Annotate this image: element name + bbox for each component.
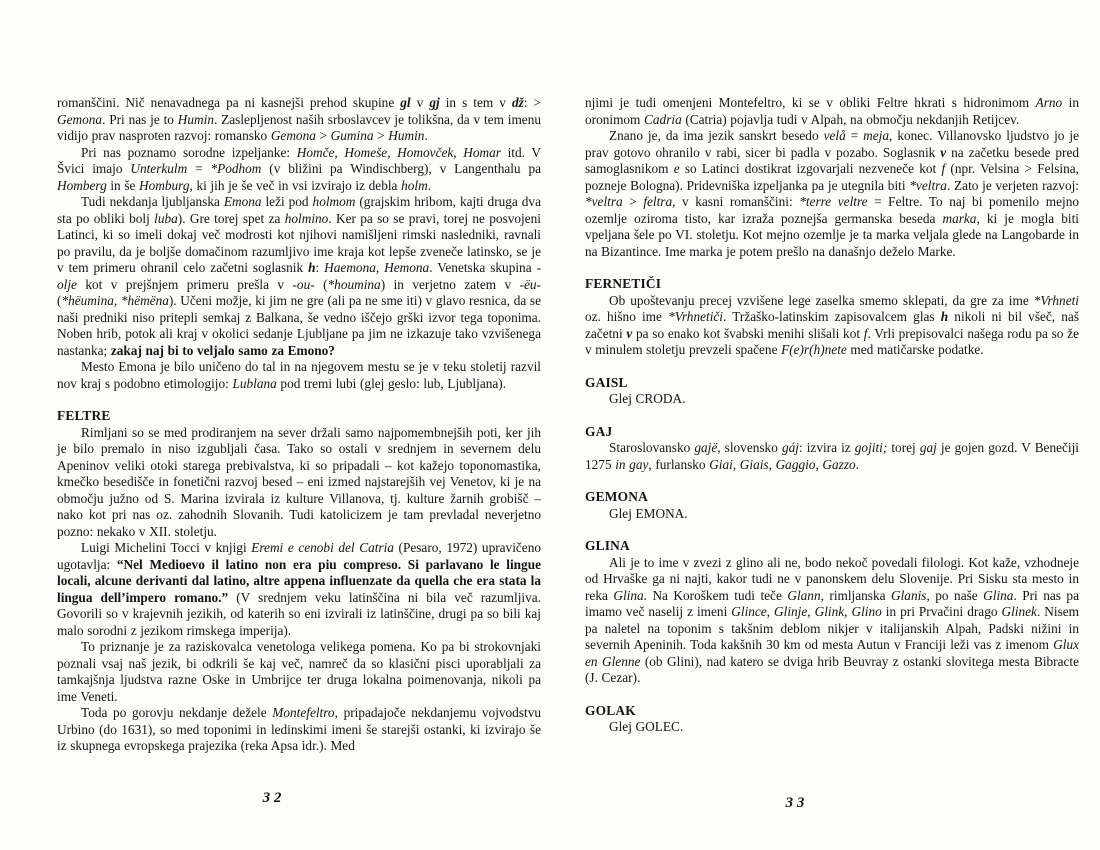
paragraph: Glej GOLEC. [609,719,684,734]
entry-heading: FERNETIČI [585,276,662,291]
paragraph: Staroslovansko gajë, slovensko gáj: izvira iz gojiti; torej gaj je gojen gozd. V Benečiji 1275 in gay, furlansko Giai, Giais, Gaggio, Gazzo. [585,440,1079,472]
paragraph: To priznanje je za raziskovalca venetologa velikega pomena. Ko pa bi strokovnjaki poznali vsaj naš jezik, bi odkrili še kaj več, namreč da so klasični pisci uporabljali za tamkajšnja ljudstva razne Oske in Umbrijce ter druga lokalna poimenovanja, nikoli pa ime Veneti. [57,639,541,704]
left-page-number: 3 2 [262,790,282,806]
right-page-number: 3 3 [785,795,805,811]
paragraph: Toda po gorovju nekdanje dežele Montefeltro, pripadajoče nekdanjemu vojvodstvu Urbino (do 1631), so med toponimi in ledinskimi imeni še starejši ostanki, ki izvirajo še iz skupnega evropskega prajezika (reka Apsa idr.). Med [57,705,541,753]
entry-heading: GEMONA [585,489,648,504]
entry-heading: GAISL [585,374,628,390]
entry-heading: GOLAK [585,702,636,718]
paragraph: Ali je to ime v zvezi z glino ali ne, bodo nekoč povedali filologi. Kot kaže, vzhodneje od Hrvaške ga ni najti, kakor tudi ne v panonskem delu Slovenije. Pri Sisku sta mesto in reka Glina. Na Koroškem tudi teče Glann, rimljanska Glanis, po naše Glina. Pri nas pa imamo več naselij z imeni Glince, Glinje, Glink, Glino in pri Prvačini drago Glinek. Nisem pa naletel na toponim s takšnim deblom nikjer v italijanskih Alpah, Padski nižini in severnih Apeninih. Toda kakšnih 30 km od mesta Autun v Franciji leži vas z imenom Glux en Glenne (ob Glini), nad katero se dviga hrib Beuvray z ostanki slovitega mesta Bibracte (J. Cezar). [585,554,1079,685]
paragraph: Rimljani so se med prodiranjem na sever držali samo najpomembnejših poti, ker jih je bilo premalo in niso izgubljali časa. Tako so ostali v srednjem in severnem delu Apeninov veliki otoki starega prebivalstva, ki so pripadali – kot kažejo toponomastika, kmečko besedišče in fonetični razvoj besed – eni izmed najstarejših vej Venetov, ki je na območju južno od S. Marina izvirala iz kulture Villanova, tj. kulture žarnih grobišč – nako kot pri nas oz. zahodnih Slovanih. Tudi katolicizem je tam prevladal neverjetno pozno: nekako v XII. stoletju. [57,424,541,539]
entry-heading: GAJ [585,423,613,439]
left-page-content [57,95,541,755]
right-page-content [585,95,1079,736]
paragraph: njimi je tudi omenjeni Montefeltro, ki se v obliki Feltre hkrati s hidronimom Arno in oronimom Cadria (Catria) pojavlja tudi v Alpah, na območju nekdanjih Retijcev. [585,95,1079,127]
paragraph: Glej CRODA. [609,391,686,406]
left-page [57,95,541,755]
entry-heading: GLINA [585,538,630,553]
paragraph: Luigi Michelini Tocci v knjigi Eremi e cenobi del Catria (Pesaro, 1972) upravičeno ugotavlja: “Nel Medioevo il latino non era piu compreso. Si parlavano le lingue locali, alcune derivanti dal latino, altre appena influenzate da quella che era stata la lingua dell’impero romano.” (V srednjem veku latinščina ni bila več razumljiva. Govorili so v krajevnih jezikih, od katerih so eni izvirali iz latinščine, drugi pa so bili kaj malo sorodni z jezikom rimskega imperija). [57,540,542,638]
paragraph: romanščini. Nič nenavadnega pa ni kasnejši prehod skupine gl v gj in s tem v dž: > Gemona. Pri nas je to Humin. Zaslepljenost naših srboslavcev je tolikšna, da v tem imenu vidijo prav nasproten razvoj: romansko Gemona > Gumina > Humin. [57,95,542,143]
paragraph: Mesto Emona je bilo uničeno do tal in na njegovem mestu se je v teku stoletij razvil nov kraj s podobno etimologijo: Lublana pod tremi lubi (glej geslo: lub, Ljubljana). [57,359,541,391]
paragraph: Glej EMONA. [609,505,688,521]
paragraph: Tudi nekdanja ljubljanska Emona leži pod holmom (grajskim hribom, kajti druga dva sta po obliki bolj luba). Gre torej spet za holmino. Ker pa so se pravi, torej ne posvojeni Latinci, ki so imeli dokaj več modrosti kot njihovi namišljeni rimski nasledniki, ravnali po pravilu, da je boljše domačinom razumljivo ime kraja kot lepše zveneče latinsko, se je v tem primeru ohranil celo začetni soglasnik h: Haemona, Hemona. Venetska skupina -olje kot v prejšnjem primeru prešla v -ou- (*houmina) in verjetno zatem v -ëu- (*hëumina, *hëmëna). Učeni možje, ki jim ne gre (ali pa ne sme iti) v glavo resnica, da se naši predniki niso pritepli semkaj z Balkana, še vedno iščejo grški izvor tega toponima. Noben hrib, potok ali kraj v okolici sedanje Ljubljane pa jim ne izkazuje tako vzvišenega nastanka; zakaj naj bi to veljalo samo za Emono? [57,194,541,358]
paragraph: Ob upoštevanju precej vzvišene lege zaselka smemo sklepati, da gre za ime *Vrhneti oz. hišno ime *Vrhnetiči. Tržaško-latinskim zapisovalcem glas h nikoli ni bil všeč, naš začetni v pa so enako kot švabski menihi slišali kot f. Vrli prepisovalci našega rodu pa so že v minulem stoletju prevzeli spačene F(e)r(h)nete med matičarske podatke. [585,292,1079,357]
paragraph: Znano je, da ima jezik sanskrt besedo velå = meja, konec. Villanovsko ljudstvo jo je prav gotovo ohranilo v rabi, sicer bi padla v pozabo. Soglasnik v na začetku besede pred samoglasnikom e so Latinci dostikrat izgovarjali nezveneče kot f (npr. Velsina > Felsina, pozneje Bologna). Pridevniška izpeljanka pa je utegnila biti *veltra. Zato je verjeten razvoj: *veltra > feltra, v kasni romanščini: *terre veltre = Feltre. To naj bi pomenilo mejno ozemlje oziroma tisto, kar izraža poznejša germanska beseda marka, ki je mogla biti vpeljana šele po VI. stoletju. Kot mejno ozemlje je ta marka veljala glede na Langobarde in na Bizantince. Ime marka je potem prešlo na današnjo deželo Marke. [585,128,1080,259]
right-page [585,95,1079,736]
paragraph: Pri nas poznamo sorodne izpeljanke: Homče, Homeše, Homovček, Homar itd. V Švici imajo Unterkulm = *Podhom (v bližini pa Windischberg), v Langenthalu pa Homberg in še Homburg, ki jih je še več in vsi izvirajo iz debla holm. [57,144,541,193]
entry-heading: FELTRE [57,408,111,423]
